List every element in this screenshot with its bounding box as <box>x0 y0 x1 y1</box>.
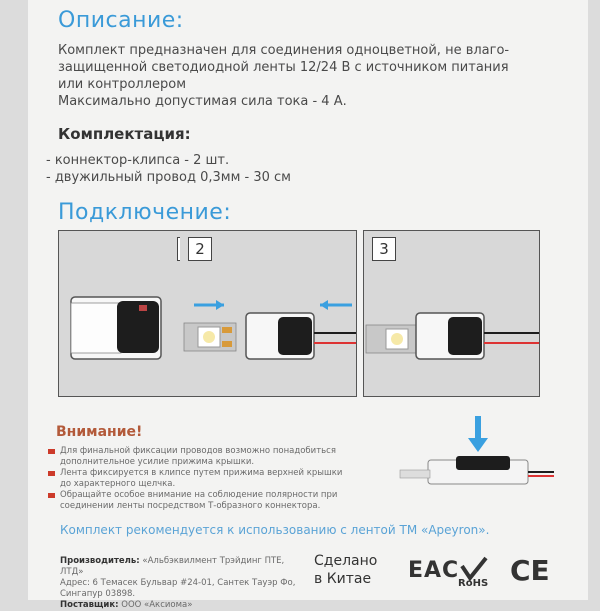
step-number: 3 <box>372 237 396 261</box>
package-item: - коннектор-клипса - 2 шт. <box>46 153 230 168</box>
instruction-sheet <box>28 0 588 610</box>
attention-heading: Внимание! <box>56 424 143 440</box>
eac-mark: EAC <box>408 558 460 583</box>
description-heading: Описание: <box>58 8 184 33</box>
description-line: защищенной светодиодной ленты 12/24 В с источником питания <box>58 60 509 75</box>
package-item: - двужильный провод 0,3мм - 30 см <box>46 170 291 185</box>
attention-line: соединении ленты посредством Т-образного коннектора. <box>60 501 321 511</box>
address-line: Сингапур 03898. <box>60 589 136 599</box>
package-heading: Комплектация: <box>58 125 191 143</box>
bullet-icon <box>48 449 55 454</box>
connection-heading: Подключение: <box>58 200 232 225</box>
made-in-line: в Китае <box>314 571 372 587</box>
attention-text <box>60 446 400 512</box>
step-panel-3 <box>363 230 540 397</box>
bullet-icon <box>48 471 55 476</box>
manufacturer-label: Производитель: <box>60 556 140 566</box>
connected-illustration <box>364 231 539 396</box>
description-text <box>58 42 568 110</box>
address-line: Адрес: 6 Темасек Бульвар #24-01, Сантек Тауэр Фо, <box>60 578 296 588</box>
description-line: Максимально допустимая сила тока - 4 А. <box>58 94 347 109</box>
rohs-label: RoHS <box>458 578 489 589</box>
attention-line: дополнительное усилие прижима крышки. <box>60 457 255 467</box>
step-number: 2 <box>188 237 212 261</box>
made-in-line: Сделано <box>314 553 378 569</box>
description-line: Комплект предназначен для соединения одноцветной, не влаго- <box>58 43 510 58</box>
bullet-icon <box>48 493 55 498</box>
attention-line: до характерного щелчка. <box>60 479 176 489</box>
attention-line: Обращайте особое внимание на соблюдение полярности при <box>60 490 338 500</box>
attention-line: Лента фиксируется в клипсе путем прижима верхней крышки <box>60 468 343 478</box>
attention-line: Для финальной фиксации проводов возможно понадобиться <box>60 446 336 456</box>
rohs-mark <box>456 556 492 592</box>
step-panel-2 <box>180 230 357 397</box>
manufacturer-info <box>60 556 300 611</box>
description-line: или контроллером <box>58 77 187 92</box>
recommendation-text: Комплект рекомендуется к использованию с лентой ТМ «Apeyron». <box>60 523 490 537</box>
ce-mark: CE <box>510 554 550 587</box>
supplier-name: ООО «Аксиома» <box>121 600 193 610</box>
supplier-label: Поставщик: <box>60 600 119 610</box>
press-illustration <box>394 412 554 492</box>
made-in <box>314 552 377 588</box>
manufacturer-name: «Альбэквилмент Трэйдинг ПТЕ, ЛТД» <box>60 556 285 577</box>
strip-insertion-illustration <box>180 231 356 396</box>
